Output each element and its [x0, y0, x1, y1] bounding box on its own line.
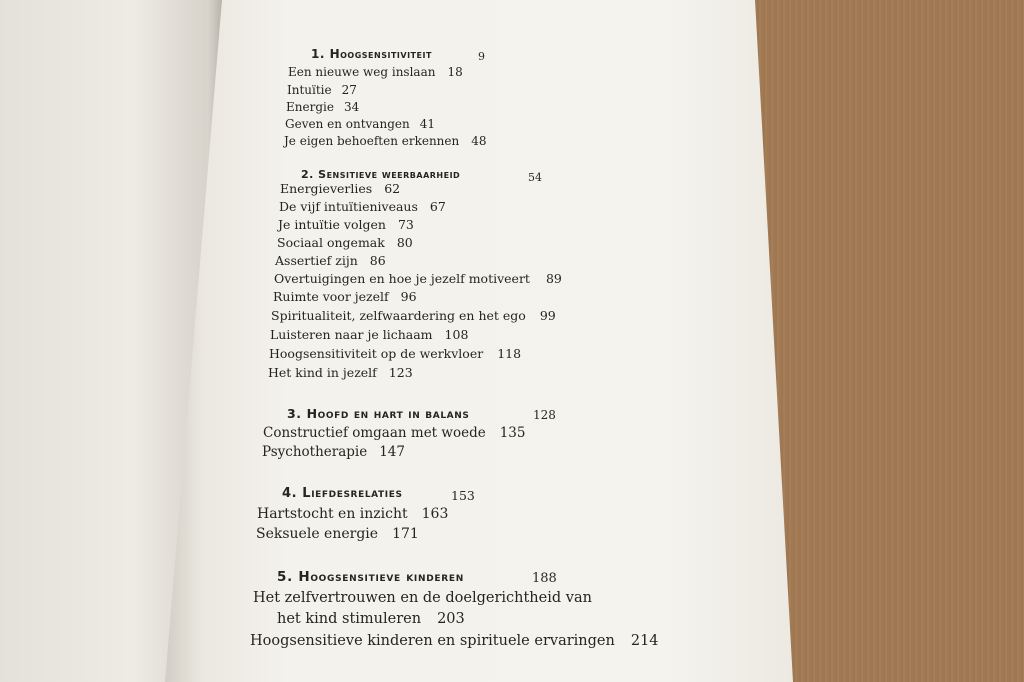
toc-entry [269, 346, 521, 361]
chapter-1-page: 9 [478, 50, 485, 63]
entry-page: 34 [343, 100, 360, 114]
chapter-5-page: 188 [532, 571, 557, 586]
entry-title: Een nieuwe weg inslaan [288, 65, 436, 79]
chapter-3-heading [287, 406, 469, 421]
entry-page: 123 [388, 365, 413, 380]
entry-page: 214 [630, 633, 659, 649]
chapter-4-page: 153 [451, 488, 475, 503]
entry-title: Hartstocht en inzicht [257, 506, 408, 522]
toc-entry [279, 199, 446, 214]
entry-page: 163 [421, 506, 449, 522]
entry-title: Energieverlies [280, 181, 373, 196]
entry-page: 48 [471, 134, 487, 148]
toc-entry [262, 444, 405, 460]
entry-title: Overtuigingen en hoe je jezelf motiveert [274, 271, 530, 286]
chapter-2-title: 2. Sensitieve weerbaarheid [301, 168, 461, 181]
toc-entry [270, 327, 468, 342]
toc-entry [268, 365, 413, 380]
toc-entry [253, 590, 592, 606]
entry-page: 96 [400, 289, 417, 304]
chapter-5-heading [277, 569, 464, 585]
chapter-4-title: 4. Liefdesrelaties [282, 486, 403, 501]
entry-title: Intuïtie [287, 83, 332, 97]
chapter-2-heading [301, 168, 460, 181]
toc-entry [280, 181, 400, 196]
entry-page: 99 [539, 308, 556, 323]
chapter-3-page: 128 [533, 408, 556, 422]
entry-page: 80 [396, 235, 413, 250]
entry-page: 67 [429, 199, 446, 214]
entry-title: het kind stimuleren [277, 611, 422, 627]
chapter-5-title: 5. Hoogsensitieve kinderen [277, 569, 464, 585]
entry-title: Sociaal ongemak [277, 235, 385, 250]
right-page [165, 0, 793, 682]
chapter-1-title: 1. Hoogsensitiviteit [311, 47, 432, 61]
toc-entry [263, 425, 525, 441]
toc-entry [250, 633, 659, 649]
entry-page: 135 [499, 425, 526, 441]
toc-entry [287, 83, 357, 97]
chapter-4-heading [282, 486, 403, 501]
entry-page: 86 [369, 253, 386, 268]
toc-entry [275, 253, 386, 268]
entry-page: 18 [447, 65, 463, 79]
toc-entry [271, 308, 556, 323]
entry-page: 27 [341, 83, 357, 97]
toc-entry [286, 100, 359, 114]
chapter-3-title: 3. Hoofd en hart in balans [287, 406, 470, 421]
entry-title: Luisteren naar je lichaam [270, 327, 433, 342]
toc-entry [273, 289, 417, 304]
entry-page: 147 [379, 444, 405, 460]
entry-title: Seksuele energie [256, 526, 379, 542]
entry-page: 118 [497, 346, 522, 361]
entry-title: Ruimte voor jezelf [273, 289, 389, 304]
toc-entry [257, 506, 448, 522]
entry-title: Assertief zijn [275, 253, 358, 268]
entry-page: 62 [384, 181, 401, 196]
entry-title: Energie [286, 100, 334, 114]
toc-entry-continuation [277, 611, 465, 627]
entry-title: Geven en ontvangen [285, 117, 410, 131]
entry-title: Je eigen behoeften erkennen [284, 134, 460, 148]
entry-title: Hoogsensitieve kinderen en spirituele ervaringen [250, 633, 615, 649]
toc-entry [274, 271, 562, 286]
toc-entry [284, 134, 487, 148]
toc-entry [285, 117, 435, 131]
toc-entry [277, 235, 413, 250]
entry-page: 41 [419, 117, 435, 131]
entry-page: 73 [397, 217, 414, 232]
entry-title: Je intuïtie volgen [278, 217, 386, 232]
entry-title: Spiritualiteit, zelfwaardering en het ego [271, 308, 526, 323]
entry-title: Hoogsensitiviteit op de werkvloer [269, 346, 484, 361]
entry-title: Psychotherapie [262, 444, 368, 460]
entry-page: 89 [545, 271, 562, 286]
entry-page: 171 [392, 526, 419, 542]
entry-title: De vijf intuïtieniveaus [279, 199, 418, 214]
entry-title: Het kind in jezelf [268, 365, 377, 380]
entry-title: Het zelfvertrouwen en de doelgerichtheid van [253, 590, 592, 606]
toc-entry [256, 526, 419, 542]
chapter-1-heading [311, 47, 432, 61]
toc-entry [278, 217, 414, 232]
toc-entry [288, 65, 463, 79]
chapter-2-page: 54 [528, 171, 542, 184]
entry-page: 203 [437, 611, 465, 627]
entry-page: 108 [444, 327, 469, 342]
entry-title: Constructief omgaan met woede [263, 425, 486, 441]
